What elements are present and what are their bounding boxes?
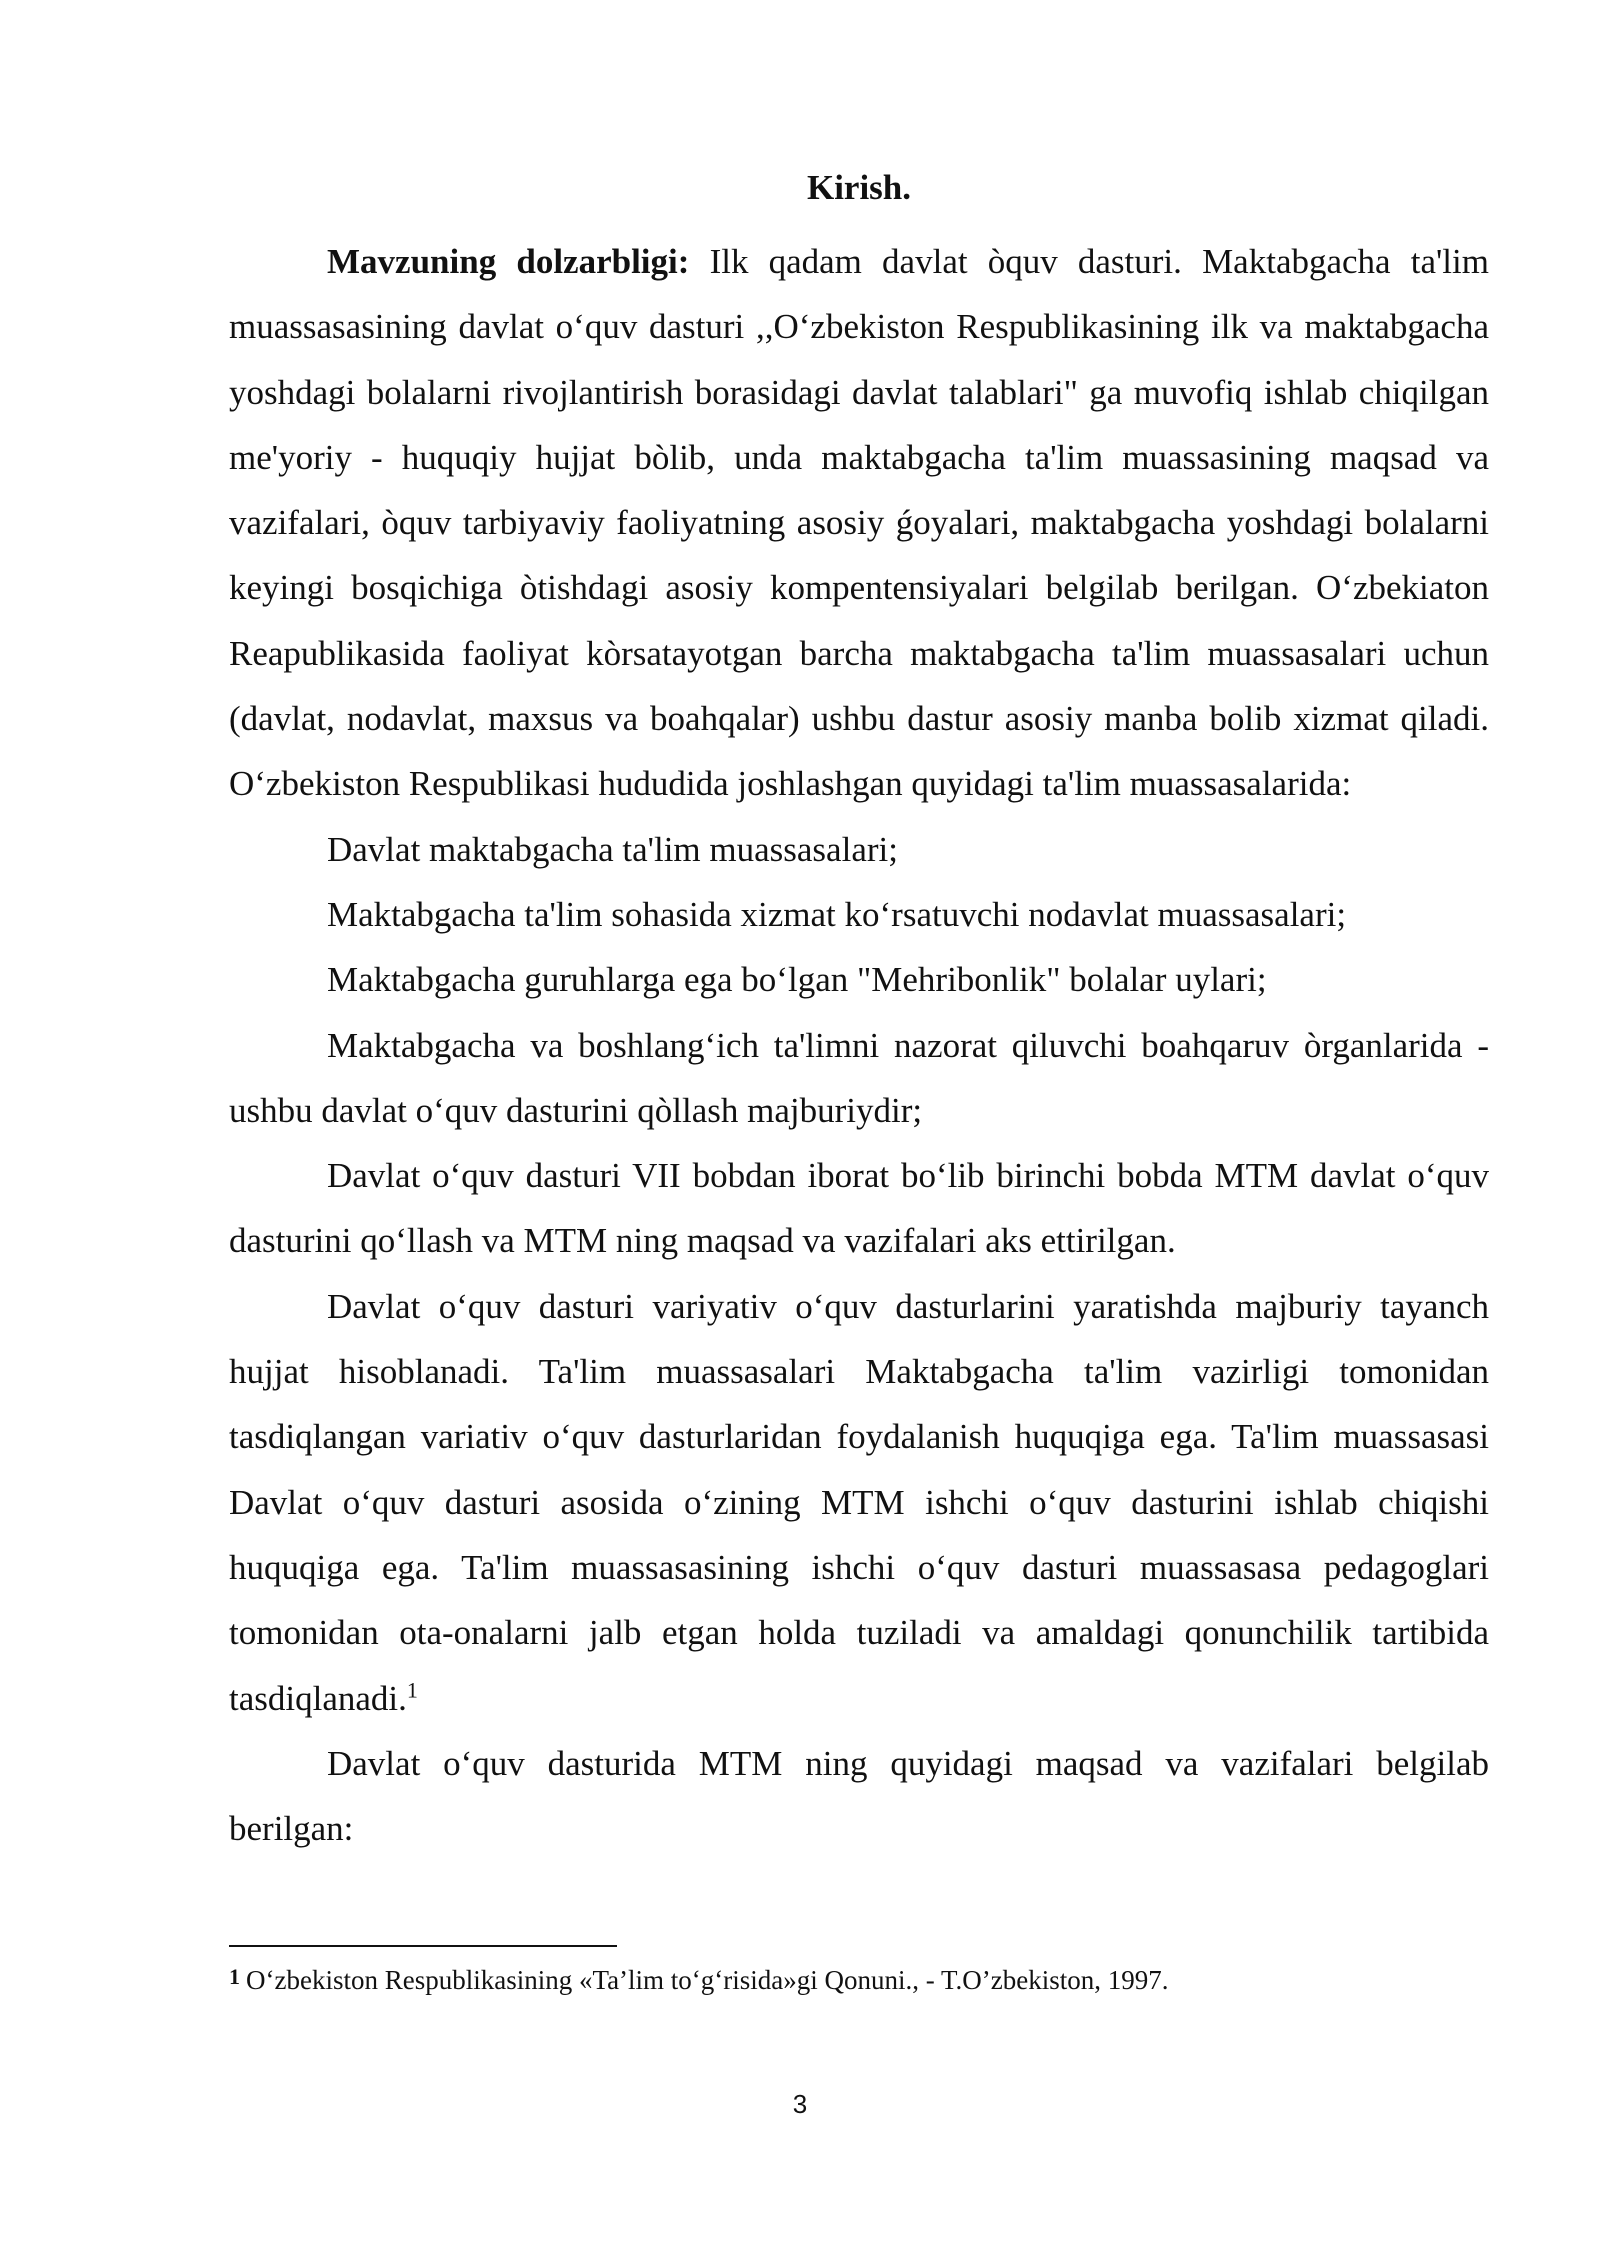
paragraph-text: Ilk qadam davlat òquv dasturi. Maktabgacha ta'lim muassasasining davlat o‘quv dasturi ,,O‘zbekiston Respublikasining ilk va maktabgacha yoshdagi bolalarni rivojlantirish borasidagi davlat talablari" ga muvofiq ishlab chiqilgan me'yoriy - huquqiy hujjat bòlib, unda maktabgacha ta'lim muassasining maqsad va vazifalari, òquv tarbiyaviy faoliyatning asosiy ǵoyalari, maktabgacha yoshdagi bolalarni keyingi bosqichiga òtishdagi asosiy kompentensiyalari belgilab berilgan. O‘zbekiaton Reapublikasida faoliyat kòrsatayotgan barcha maktabgacha ta'lim muassasalari uchun (davlat, nodavlat, maxsus va boahqalar) ushbu dastur asosiy manba bolib xizmat qiladi. O‘zbekiston Respublikasi hududida joshlashgan quyidagi ta'lim muassasalarida: <box>229 242 1489 804</box>
page-number: 3 <box>792 2089 808 2119</box>
footnote-reference[interactable]: 1 <box>406 1676 418 1702</box>
footnote-number: 1 <box>229 1964 240 1989</box>
footnote-text: O‘zbekiston Respublikasining «Ta’lim to‘g‘risida»gi Qonuni., - T.O’zbekiston, 1997. <box>246 1965 1169 1995</box>
list-item-nonstate-institutions: Maktabgacha ta'lim sohasida xizmat ko‘rsatuvchi nodavlat muassasalari; <box>327 894 1347 934</box>
list-item-orphanages: Maktabgacha guruhlarga ega bo‘lgan "Mehribonlik" bolalar uylari; <box>327 960 1267 1000</box>
page-body <box>229 164 1489 1861</box>
footnote-separator <box>229 1945 617 1947</box>
paragraph-text: Davlat o‘quv dasturi variyativ o‘quv dasturlarini yaratishda majburiy tayanch hujjat hisoblanadi. Ta'lim muassasalari Maktabgacha ta'lim vazirligi tomonidan tasdiqlangan variativ o‘quv dasturlaridan foydalanish huquqiga ega. Ta'lim muassasasi Davlat o‘quv dasturi asosida o‘zining MTM ishchi o‘quv dasturini ishlab chiqishi huquqiga ega. Ta'lim muassasasining ishchi o‘quv dasturi muassasasa pedagoglari tomonidan ota-onalarni jalb etgan holda tuziladi va amaldagi qonunchilik tartibida tasdiqlanadi. <box>229 1286 1489 1718</box>
paragraph-program-chapters: Davlat o‘quv dasturi VII bobdan iborat bo‘lib birinchi bobda MTM davlat o‘quv dasturini qo‘llash va MTM ning maqsad va vazifalari aks ettirilgan. <box>229 1156 1489 1261</box>
list-item-governing-bodies: Maktabgacha va boshlang‘ich ta'limni nazorat qiluvchi boahqaruv òrganlarida - ushbu davlat o‘quv dasturini qòllash majburiydir; <box>229 1025 1489 1130</box>
paragraph-goals-intro: Davlat o‘quv dasturida MTM ning quyidagi maqsad va vazifalari belgilab berilgan: <box>229 1743 1489 1849</box>
footnote <box>229 1958 1489 1999</box>
list-item-state-institutions: Davlat maktabgacha ta'lim muassasalari; <box>327 829 898 869</box>
section-heading: Kirish. <box>806 168 912 207</box>
paragraph-relevance <box>229 229 1489 817</box>
paragraph-variative-programs <box>229 1274 1489 1731</box>
paragraph-lead: Mavzuning dolzarbligi: <box>327 242 690 281</box>
